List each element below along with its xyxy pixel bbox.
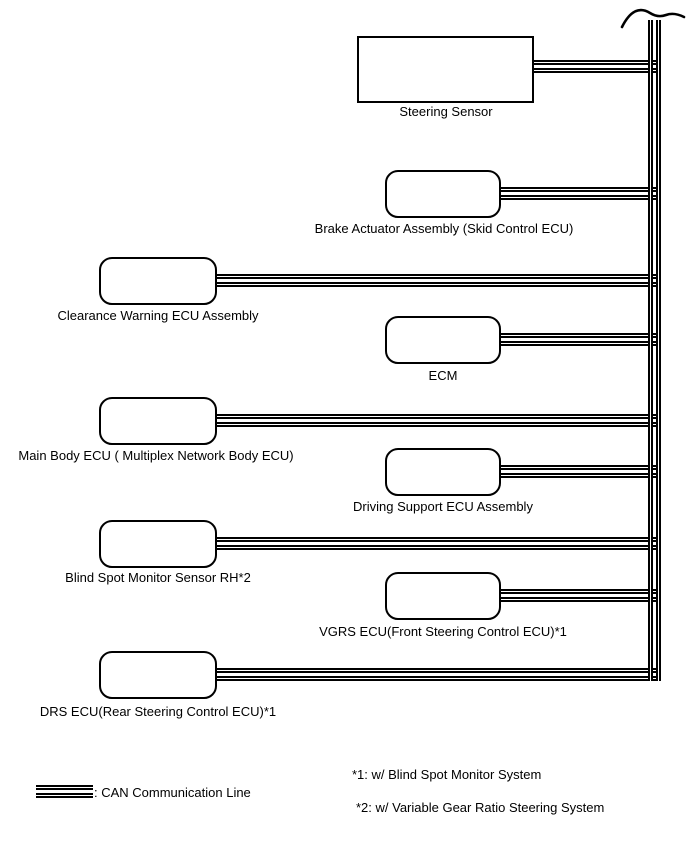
label-brake-actuator: Brake Actuator Assembly (Skid Control ECU): [314, 221, 574, 236]
bus-continuation-icon: [618, 1, 688, 31]
legend-label: : CAN Communication Line: [94, 785, 251, 800]
node-clearance-warning-ecu: [99, 257, 217, 305]
label-vgrs-ecu: VGRS ECU(Front Steering Control ECU)*1: [319, 624, 567, 639]
node-brake-actuator: [385, 170, 501, 218]
node-driving-support-ecu: [385, 448, 501, 496]
label-ecm: ECM: [428, 368, 458, 383]
can-connector-blind-spot: [213, 537, 661, 550]
node-vgrs-ecu: [385, 572, 501, 620]
label-driving-support-ecu: Driving Support ECU Assembly: [353, 499, 533, 514]
can-line-legend-icon: [36, 785, 93, 798]
label-blind-spot-monitor: Blind Spot Monitor Sensor RH*2: [65, 570, 251, 585]
label-main-body-ecu: Main Body ECU ( Multiplex Network Body ECU): [18, 448, 294, 463]
node-ecm: [385, 316, 501, 364]
can-bus-trunk: [648, 20, 661, 681]
label-clearance-warning-ecu: Clearance Warning ECU Assembly: [57, 308, 259, 323]
can-connector-clearance-warning: [213, 274, 661, 287]
footnote-1: *1: w/ Blind Spot Monitor System: [352, 767, 542, 782]
can-connector-brake-actuator: [497, 187, 661, 200]
can-connector-main-body-ecu: [213, 414, 661, 427]
can-connector-driving-support: [497, 465, 661, 478]
label-steering-sensor: Steering Sensor: [399, 104, 493, 119]
node-blind-spot-monitor: [99, 520, 217, 568]
can-connector-ecm: [497, 333, 661, 346]
label-drs-ecu: DRS ECU(Rear Steering Control ECU)*1: [39, 704, 277, 719]
can-connector-drs: [213, 668, 661, 681]
footnote-2: *2: w/ Variable Gear Ratio Steering System: [356, 800, 605, 815]
can-connector-steering-sensor: [530, 60, 661, 73]
can-connector-vgrs: [497, 589, 661, 602]
node-drs-ecu: [99, 651, 217, 699]
node-steering-sensor: [357, 36, 534, 103]
node-main-body-ecu: [99, 397, 217, 445]
